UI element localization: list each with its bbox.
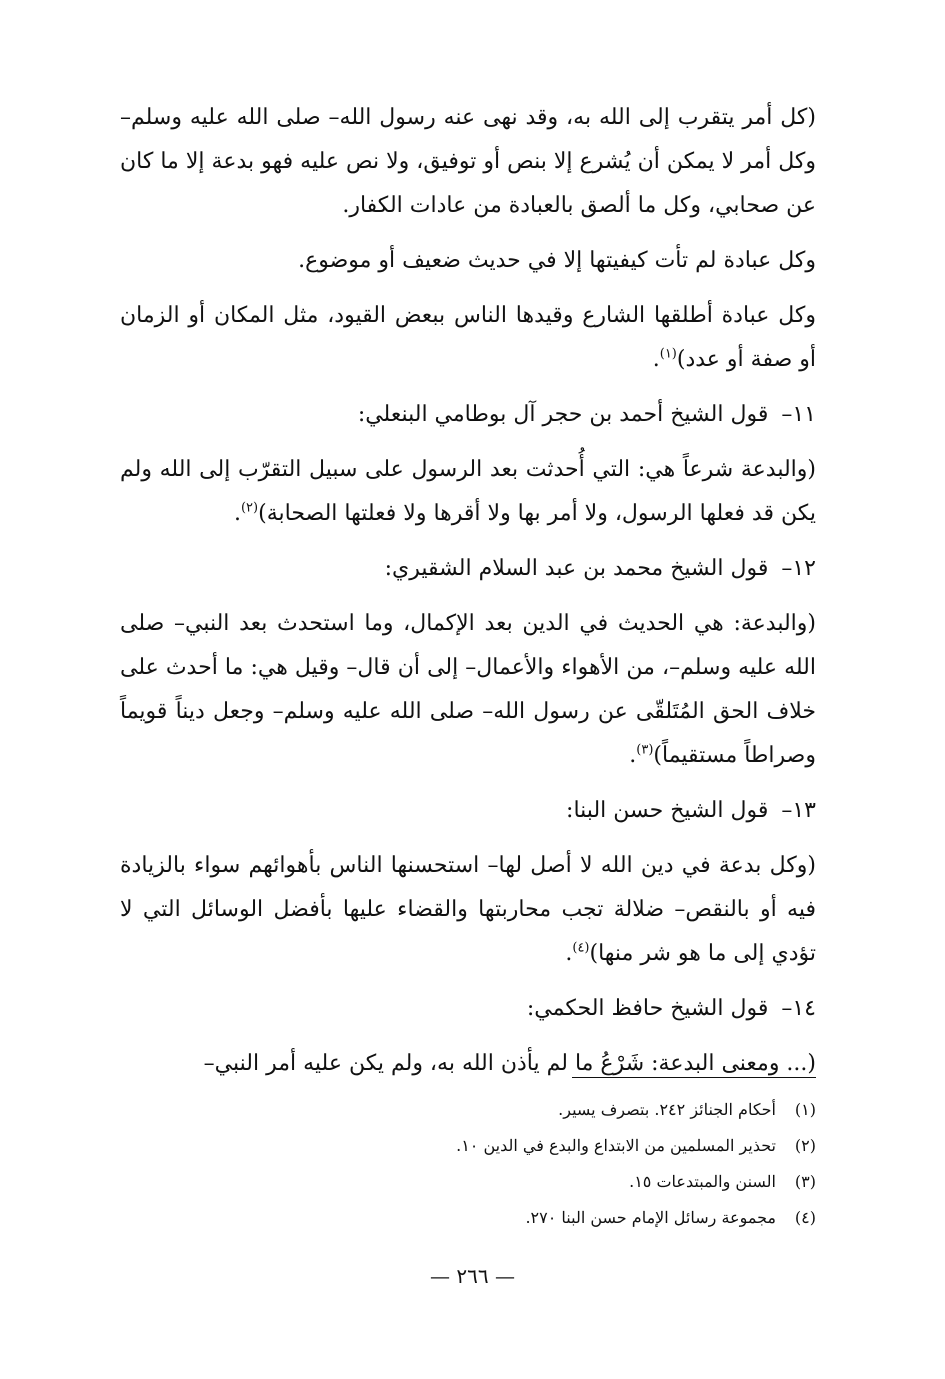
footnote-1: (١) أحكام الجنائز ٢٤٢. بتصرف يسير.	[558, 1100, 816, 1119]
main-text	[120, 96, 816, 1097]
quote-13: (وكل بدعة في دين الله لا أصل لها– استحسنها الناس بأهوائهم سواء بالزيادة فيه أو بالنقص– ضلالة تجب محاربتها والقضاء عليها بأفضل الوسائل التي لا تؤدي إلى ما هو شر منها)$^{(٤)}$.	[120, 853, 816, 966]
footnotes	[200, 1092, 816, 1236]
paragraph-1: (كل أمر يتقرب إلى الله به، وقد نهى عنه رسول الله– صلى الله عليه وسلم– وكل أمر لا يمكن أن يُشرع إلا بنص أو توفيق، ولا نص عليه فهو بدعة إلا ما كان عن صحابي، وكل ما ألصق بالعبادة من عادات الكفار.	[120, 105, 816, 218]
footnote-ref: (٣)	[636, 742, 654, 758]
footnote-4: (٤) مجموعة رسائل الإمام حسن البنا ٢٧٠.	[525, 1208, 816, 1227]
paragraph-3: وكل عبادة أطلقها الشارع وقيدها الناس ببعض القيود، مثل المكان أو الزمان أو صفة أو عدد)$^{(١)}$.	[120, 303, 816, 372]
footnote-divider	[572, 1077, 816, 1078]
section-heading-14: ١٤– قول الشيخ حافظ الحكمي:	[526, 996, 816, 1021]
footnote-ref: (١)	[659, 346, 677, 362]
footnote-2: (٢) تحذير المسلمين من الابتداع والبدع في الدين ١٠.	[456, 1136, 816, 1155]
quote-14: (... ومعنى البدعة: شَرْعُ ما لم يأذن الله به، ولم يكن عليه أمر النبي–	[203, 1051, 816, 1076]
quote-11: (والبدعة شرعاً هي: التي أُحدثت بعد الرسول على سبيل التقرّب إلى الله ولم يكن قد فعلها الرسول، ولا أمر بها ولا أقرها ولا فعلتها الصحابة)$^{(٢)}$.	[120, 457, 816, 526]
section-heading-13: ١٣– قول الشيخ حسن البنا:	[566, 798, 816, 823]
footnote-ref: (٤)	[572, 940, 590, 956]
paragraph-2: وكل عبادة لم تأت كيفيتها إلا في حديث ضعيف أو موضوع.	[298, 248, 816, 273]
quote-12: (والبدعة: هي الحديث في الدين بعد الإكمال، وما استحدث بعد النبي– صلى الله عليه وسلم–، من الأهواء والأعمال– إلى أن قال– وقيل هي: ما أحدث على خلاف الحق المُتَلقّى عن رسول الله– صلى الله عليه وسلم– وجعل ديناً قويماً وصراطاً مستقيماً)$^{(٣)}$.	[120, 611, 816, 768]
section-heading-12: ١٢– قول الشيخ محمد بن عبد السلام الشقيري:	[384, 556, 816, 581]
page-number: — ٢٦٦ —	[430, 1264, 515, 1288]
footnote-3: (٣) السنن والمبتدعات ١٥.	[629, 1172, 816, 1191]
section-heading-11: ١١– قول الشيخ أحمد بن حجر آل بوطامي البنعلي:	[357, 402, 816, 427]
footnote-ref: (٢)	[240, 500, 259, 516]
